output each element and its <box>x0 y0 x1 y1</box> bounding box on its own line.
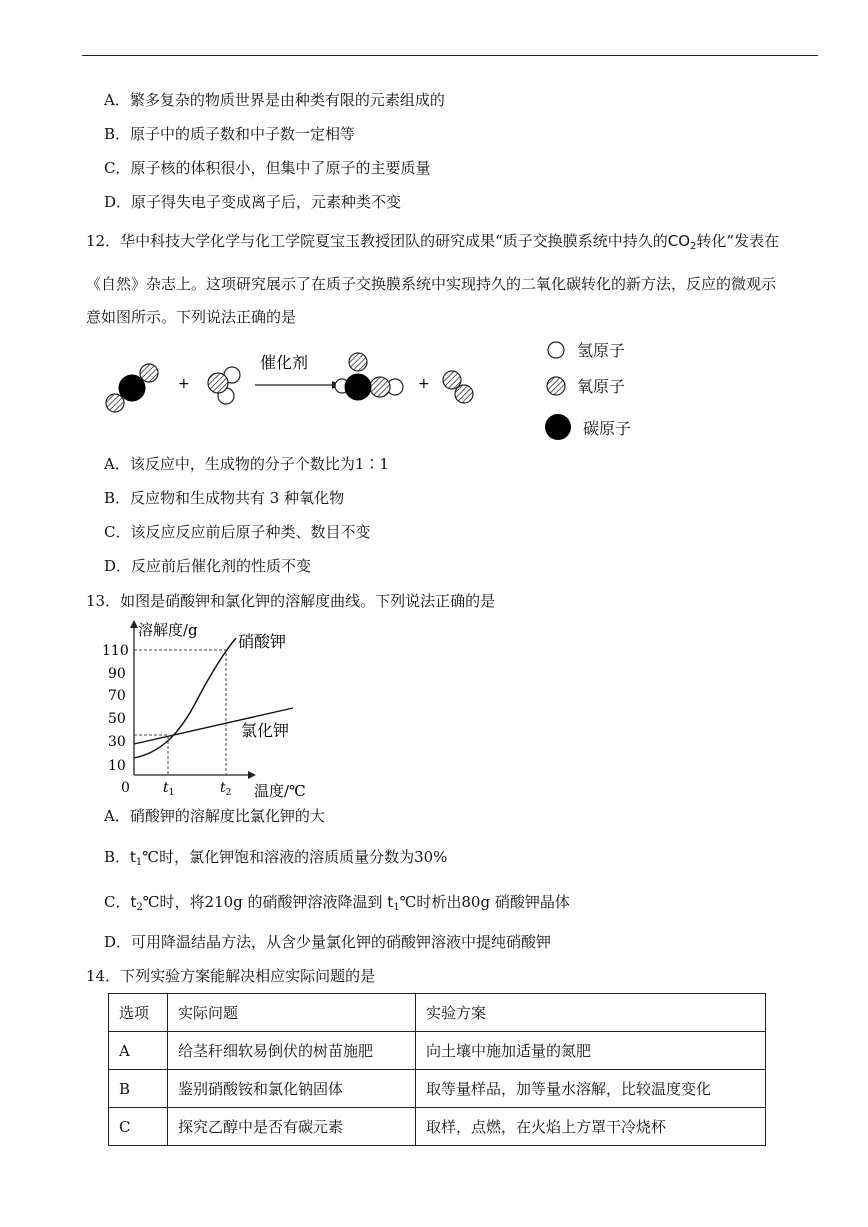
co2-subscript: 2 <box>690 241 697 252</box>
table-row <box>109 1108 766 1146</box>
experiment-table <box>108 993 766 1146</box>
table-row <box>109 1070 766 1108</box>
q11-option-a: A．繁多复杂的物质世界是由种类有限的元素组成的 <box>104 91 445 109</box>
q13-option-c <box>104 892 570 918</box>
guide-t2 <box>134 650 226 775</box>
product-molecule <box>335 353 403 400</box>
q12-option-a: A．该反应中，生成物的分子个数比为1∶1 <box>104 455 389 473</box>
x-axis-label: 温度/℃ <box>254 782 306 800</box>
solubility-chart <box>102 618 308 800</box>
cell-option: C <box>109 1108 168 1146</box>
table-row <box>109 1032 766 1070</box>
q13-c-t: t <box>130 893 137 911</box>
origin-label: 0 <box>121 780 130 796</box>
q13-b-t-sub: 1 <box>135 857 143 868</box>
y-tick-30: 30 <box>108 734 126 750</box>
q13-c-t2-sub: 1 <box>393 902 400 913</box>
oxygen-molecule <box>443 371 473 403</box>
cell-problem: 鉴别硝酸铵和氯化钠固体 <box>168 1070 416 1108</box>
q13-c-t2: t <box>387 893 394 911</box>
y-tick-50: 50 <box>108 711 126 727</box>
reaction-diagram <box>100 340 500 420</box>
y-axis-arrow <box>130 620 138 628</box>
guide-t1 <box>134 735 168 775</box>
cell-problem: 给茎秆细软易倒伏的树苗施肥 <box>168 1032 416 1070</box>
q12-stem-line2: 《自然》杂志上。这项研究展示了在质子交换膜系统中实现持久的二氧化碳转化的新方法，反应的微观示 <box>86 275 777 293</box>
cell-option: A <box>109 1032 168 1070</box>
header-plan: 实验方案 <box>416 994 766 1032</box>
co2-molecule <box>106 364 158 412</box>
legend-oxygen <box>545 374 625 397</box>
y-tick-10: 10 <box>108 758 126 774</box>
header-option: 选项 <box>109 994 168 1032</box>
y-axis-label: 溶解度/g <box>138 621 198 639</box>
legend-oxygen-label: 氧原子 <box>577 377 626 396</box>
q13-b-rest: ℃时，氯化钾饱和溶液的溶质质量分数为30% <box>142 848 448 866</box>
q12-option-c: C．该反应反应前后原子种类、数目不变 <box>104 523 371 541</box>
cell-plan: 取样，点燃，在火焰上方罩干冷烧杯 <box>416 1108 766 1146</box>
legend-carbon <box>545 412 631 442</box>
table-header-row <box>109 994 766 1032</box>
header-rule <box>82 55 818 56</box>
q13-c-prefix: C． <box>104 893 131 911</box>
q13-b-t: t <box>130 848 136 866</box>
y-tick-70: 70 <box>108 688 126 704</box>
legend-carbon-label: 碳原子 <box>583 418 632 438</box>
q13-c-t-sub: 2 <box>136 902 143 913</box>
co2-formula: CO <box>667 232 691 250</box>
q13-stem: 13．如图是硝酸钾和氯化钾的溶解度曲线。下列说法正确的是 <box>86 592 496 610</box>
x-axis-arrow <box>248 771 256 779</box>
cell-plan: 取等量样品，加等量水溶解，比较温度变化 <box>416 1070 766 1108</box>
hydrogen-atom-icon <box>545 339 567 361</box>
q12-option-b: B．反应物和生成物共有 3 种氧化物 <box>104 489 345 507</box>
y-tick-90: 90 <box>108 666 126 682</box>
q11-option-c: C．原子核的体积很小，但集中了原子的主要质量 <box>104 159 431 177</box>
oxygen-atom-icon <box>545 375 567 397</box>
q12-option-d: D．反应前后催化剂的性质不变 <box>104 557 312 575</box>
catalyst-label: 催化剂 <box>260 353 309 372</box>
legend-hydrogen-label: 氢原子 <box>577 341 626 360</box>
plus-sign-2: + <box>418 376 430 392</box>
water-molecule <box>208 367 240 404</box>
q13-option-b <box>104 847 447 873</box>
cell-plan: 向土壤中施加适量的氮肥 <box>416 1032 766 1070</box>
carbon-atom-icon <box>545 412 573 442</box>
legend-hydrogen <box>545 338 625 361</box>
x-tick-t2: $t_2$ <box>220 780 232 798</box>
y-tick-110: 110 <box>102 643 129 659</box>
kno3-label: 硝酸钾 <box>238 632 287 651</box>
q14-stem: 14．下列实验方案能解决相应实际问题的是 <box>86 967 376 985</box>
q12-stem-line1 <box>86 231 779 257</box>
kcl-label: 氯化钾 <box>241 721 290 740</box>
q12-stem-text-a: 12．华中科技大学化学与化工学院夏宝玉教授团队的研究成果“质子交换膜系统中持久的 <box>86 232 668 250</box>
q11-option-b: B．原子中的质子数和中子数一定相等 <box>104 125 356 143</box>
q12-stem-line3: 意如图所示。下列说法正确的是 <box>86 308 297 326</box>
q13-c-mid: ℃时，将210g 的硝酸钾溶液降温到 <box>142 893 388 911</box>
cell-option: B <box>109 1070 168 1108</box>
x-tick-t1: $t_1$ <box>163 780 175 798</box>
q13-c-rest: ℃时析出80g 硝酸钾晶体 <box>399 893 570 911</box>
q13-option-a: A．硝酸钾的溶解度比氯化钾的大 <box>104 807 325 825</box>
q13-option-d: D．可用降温结晶方法，从含少量氯化钾的硝酸钾溶液中提纯硝酸钾 <box>104 933 552 951</box>
plus-sign-1: + <box>178 376 190 392</box>
header-problem: 实际问题 <box>168 994 416 1032</box>
q11-option-d: D．原子得失电子变成离子后，元素种类不变 <box>104 193 402 211</box>
cell-problem: 探究乙醇中是否有碳元素 <box>168 1108 416 1146</box>
q12-stem-text-b: 转化”发表在 <box>696 232 780 250</box>
q13-b-prefix: B． <box>104 848 131 866</box>
